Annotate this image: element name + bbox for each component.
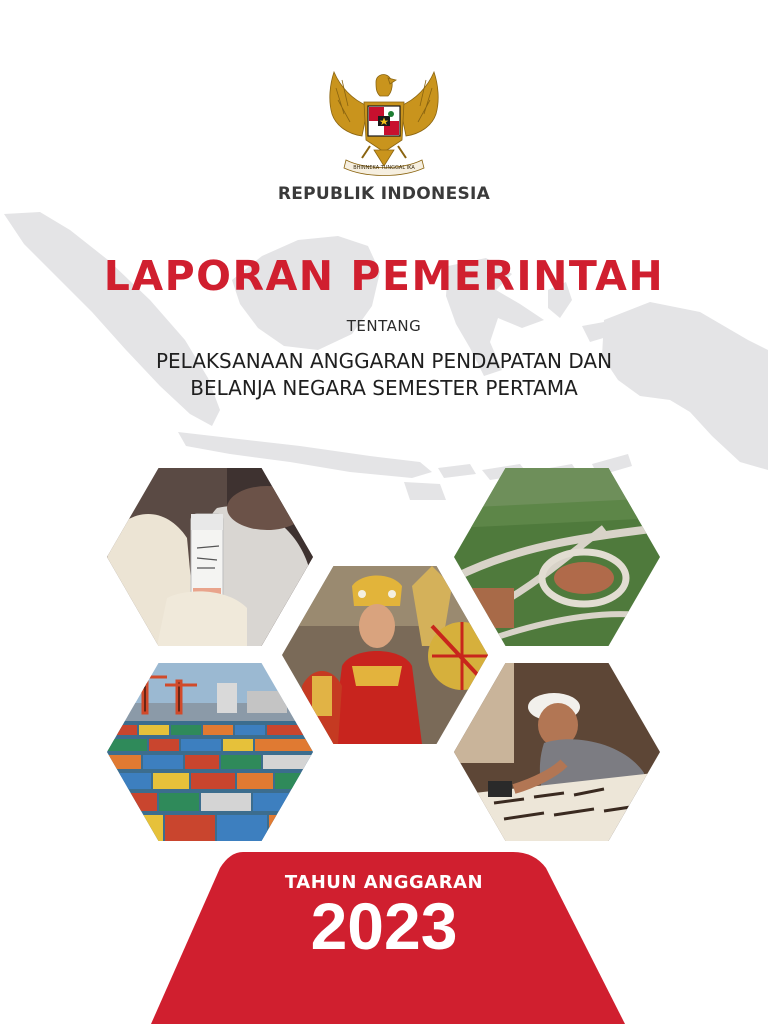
garuda-pancasila-emblem-icon bbox=[322, 66, 446, 178]
subtitle-line-1: PELAKSANAAN ANGGARAN PENDAPATAN DAN bbox=[155, 349, 613, 373]
batik-artisan-photo bbox=[454, 663, 660, 841]
subtitle-line-2: BELANJA NEGARA SEMESTER PERTAMA bbox=[190, 376, 578, 400]
country-name: REPUBLIK INDONESIA bbox=[277, 184, 491, 204]
title-connector: TENTANG bbox=[346, 317, 422, 335]
container-port-photo bbox=[107, 663, 313, 841]
balinese-dancer-photo bbox=[282, 566, 488, 744]
fiscal-year-label: TAHUN ANGGARAN bbox=[284, 872, 484, 893]
report-subtitle bbox=[0, 348, 768, 402]
emblem-motto: BHINNEKA TUNGGAL IKA bbox=[353, 165, 415, 171]
report-title: LAPORAN PEMERINTAH bbox=[103, 252, 665, 300]
fiscal-year: 2023 bbox=[310, 889, 458, 963]
